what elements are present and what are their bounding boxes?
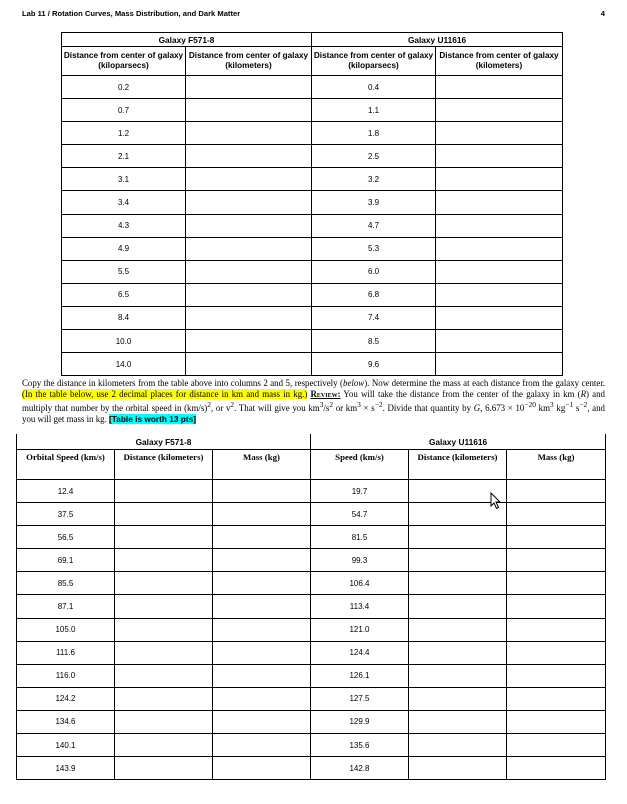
galaxy-b-speed-cell: 19.7 xyxy=(311,480,409,503)
table-row xyxy=(17,503,606,526)
galaxy-b-mass-entry[interactable] xyxy=(507,572,606,595)
galaxy-a-speed-cell: 105.0 xyxy=(17,618,115,641)
galaxy-a-km-entry[interactable] xyxy=(186,145,312,168)
galaxy-a-kpc-cell: 4.9 xyxy=(62,237,186,260)
table-row xyxy=(17,687,606,710)
galaxy-b-speed-cell: 81.5 xyxy=(311,526,409,549)
table-row xyxy=(17,618,606,641)
galaxy-b-speed-cell: 54.7 xyxy=(311,503,409,526)
galaxy-a-kpc-cell: 0.2 xyxy=(62,76,186,99)
galaxy-a-speed-cell: 116.0 xyxy=(17,664,115,687)
column-header-speed: Speed (km/s) xyxy=(311,450,409,480)
galaxy-b-distance-entry[interactable] xyxy=(409,757,507,780)
column-header-mass: Mass (kg) xyxy=(213,450,311,480)
galaxy-b-distance-entry[interactable] xyxy=(409,734,507,757)
galaxy-a-speed-cell: 85.5 xyxy=(17,572,115,595)
galaxy-b-kpc-cell: 3.2 xyxy=(312,168,436,191)
galaxy-a-speed-cell: 134.6 xyxy=(17,710,115,733)
galaxy-a-km-entry[interactable] xyxy=(186,237,312,260)
galaxy-a-km-entry[interactable] xyxy=(186,353,312,376)
galaxy-a-distance-entry[interactable] xyxy=(115,710,213,733)
galaxy-b-km-entry[interactable] xyxy=(436,353,563,376)
table-row xyxy=(17,757,606,780)
galaxy-b-distance-entry[interactable] xyxy=(409,664,507,687)
galaxy-a-distance-entry[interactable] xyxy=(115,503,213,526)
galaxy-a-kpc-cell: 0.7 xyxy=(62,99,186,122)
galaxy-b-speed-cell: 121.0 xyxy=(311,618,409,641)
mass-calculation-table xyxy=(16,434,606,780)
galaxy-a-km-entry[interactable] xyxy=(186,122,312,145)
galaxy-b-speed-cell: 124.4 xyxy=(311,641,409,664)
galaxy-b-mass-entry[interactable] xyxy=(507,710,606,733)
galaxy-a-distance-entry[interactable] xyxy=(115,641,213,664)
galaxy-a-distance-entry[interactable] xyxy=(115,595,213,618)
galaxy-a-mass-entry[interactable] xyxy=(213,757,311,780)
galaxy-b-distance-entry[interactable] xyxy=(409,526,507,549)
galaxy-b-distance-entry[interactable] xyxy=(409,710,507,733)
galaxy-a-mass-entry[interactable] xyxy=(213,480,311,503)
galaxy-b-kpc-cell: 8.5 xyxy=(312,330,436,353)
galaxy-b-kpc-cell: 6.8 xyxy=(312,283,436,306)
galaxy-b-distance-entry[interactable] xyxy=(409,549,507,572)
galaxy-b-speed-cell: 106.4 xyxy=(311,572,409,595)
lab-title: Lab 11 / Rotation Curves, Mass Distribution, and Dark Matter xyxy=(22,9,241,18)
galaxy-a-kpc-cell: 2.1 xyxy=(62,145,186,168)
galaxy-b-km-entry[interactable] xyxy=(436,214,563,237)
galaxy-a-speed-cell: 69.1 xyxy=(17,549,115,572)
column-header-km: Distance from center of galaxy (kilometers) xyxy=(186,47,312,76)
table-row xyxy=(62,237,563,260)
galaxy-a-speed-cell: 37.5 xyxy=(17,503,115,526)
table-row xyxy=(62,99,563,122)
table-row xyxy=(62,353,563,376)
galaxy-b-km-entry[interactable] xyxy=(436,330,563,353)
galaxy-a-mass-entry[interactable] xyxy=(213,710,311,733)
galaxy-b-kpc-cell: 3.9 xyxy=(312,191,436,214)
column-header-km: Distance from center of galaxy (kilometers) xyxy=(436,47,563,76)
table-row xyxy=(62,168,563,191)
galaxy-a-distance-entry[interactable] xyxy=(115,734,213,757)
galaxy-a-kpc-cell: 8.4 xyxy=(62,306,186,329)
galaxy-a-distance-entry[interactable] xyxy=(115,618,213,641)
mouse-pointer-icon xyxy=(490,492,502,510)
table-row xyxy=(62,330,563,353)
table-row xyxy=(17,710,606,733)
galaxy-b-distance-entry[interactable] xyxy=(409,618,507,641)
galaxy-b-km-entry[interactable] xyxy=(436,260,563,283)
galaxy-a-mass-entry[interactable] xyxy=(213,572,311,595)
galaxy-a-mass-entry[interactable] xyxy=(213,503,311,526)
table-row xyxy=(62,306,563,329)
galaxy-b-mass-entry[interactable] xyxy=(507,480,606,503)
galaxy-a-kpc-cell: 4.3 xyxy=(62,214,186,237)
galaxy-a-distance-entry[interactable] xyxy=(115,664,213,687)
table-row xyxy=(17,595,606,618)
galaxy-a-mass-entry[interactable] xyxy=(213,526,311,549)
decimal-places-highlight: (In the table below, use 2 decimal places for distance in km and mass in kg.) xyxy=(22,388,308,399)
galaxy-b-km-entry[interactable] xyxy=(436,122,563,145)
table-row xyxy=(62,283,563,306)
galaxy-b-km-entry[interactable] xyxy=(436,76,563,99)
column-header-distance: Distance (kilometers) xyxy=(409,450,507,480)
column-header-kpc: Distance from center of galaxy (kiloparsecs) xyxy=(312,47,436,76)
galaxy-a-mass-entry[interactable] xyxy=(213,595,311,618)
instructions-paragraph: Copy the distance in kilometers from the table above into columns 2 and 5, respectively (below). Now determine the mass at each distance from the galaxy center. (In the table below, use 2 decimal places for distance in km and mass in kg.) Review: You will take the distance from the center of the galaxy in km (R) and multiply that number by the orbital speed in $(km/s)^2$, or $v^2$. That will give you $km^3/s^2$ or $km^3 \times s^{-2}$. Divide that quantity by G, $6.673 \times 10^{-20}$ $km^3$ $kg^{-1}$ $s^{-2}$, and you will get mass in kg. [Table is worth 13 pts] xyxy=(22,378,605,424)
galaxy-b-heading: Galaxy U11616 xyxy=(312,33,563,47)
galaxy-b-mass-entry[interactable] xyxy=(507,757,606,780)
table-row xyxy=(17,572,606,595)
galaxy-a-speed-cell: 140.1 xyxy=(17,734,115,757)
galaxy-b-heading: Galaxy U11616 xyxy=(311,434,606,450)
galaxy-b-kpc-cell: 6.0 xyxy=(312,260,436,283)
galaxy-a-km-entry[interactable] xyxy=(186,330,312,353)
galaxy-a-km-entry[interactable] xyxy=(186,168,312,191)
galaxy-b-kpc-cell: 7.4 xyxy=(312,306,436,329)
galaxy-b-speed-cell: 135.6 xyxy=(311,734,409,757)
galaxy-b-speed-cell: 126.1 xyxy=(311,664,409,687)
galaxy-b-km-entry[interactable] xyxy=(436,168,563,191)
galaxy-b-mass-entry[interactable] xyxy=(507,549,606,572)
galaxy-a-km-entry[interactable] xyxy=(186,214,312,237)
table-row xyxy=(62,214,563,237)
table-row xyxy=(17,526,606,549)
galaxy-a-kpc-cell: 3.4 xyxy=(62,191,186,214)
page-number: 4 xyxy=(600,9,605,18)
galaxy-a-km-entry[interactable] xyxy=(186,283,312,306)
galaxy-a-kpc-cell: 3.1 xyxy=(62,168,186,191)
galaxy-b-km-entry[interactable] xyxy=(436,191,563,214)
galaxy-a-km-entry[interactable] xyxy=(186,260,312,283)
table-row xyxy=(62,145,563,168)
galaxy-b-mass-entry[interactable] xyxy=(507,687,606,710)
galaxy-b-kpc-cell: 4.7 xyxy=(312,214,436,237)
galaxy-a-distance-entry[interactable] xyxy=(115,526,213,549)
galaxy-b-distance-entry[interactable] xyxy=(409,595,507,618)
galaxy-a-distance-entry[interactable] xyxy=(115,480,213,503)
galaxy-b-mass-entry[interactable] xyxy=(507,734,606,757)
galaxy-a-km-entry[interactable] xyxy=(186,306,312,329)
galaxy-a-distance-entry[interactable] xyxy=(115,687,213,710)
column-header-distance: Distance (kilometers) xyxy=(115,450,213,480)
points-badge: [Table is worth 13 pts] xyxy=(109,413,197,424)
galaxy-a-mass-entry[interactable] xyxy=(213,687,311,710)
galaxy-b-km-entry[interactable] xyxy=(436,99,563,122)
galaxy-b-distance-entry[interactable] xyxy=(409,687,507,710)
galaxy-a-mass-entry[interactable] xyxy=(213,549,311,572)
galaxy-a-heading: Galaxy F571-8 xyxy=(17,434,311,450)
galaxy-b-mass-entry[interactable] xyxy=(507,641,606,664)
galaxy-b-kpc-cell: 1.8 xyxy=(312,122,436,145)
table-row xyxy=(62,260,563,283)
table-row xyxy=(62,76,563,99)
galaxy-a-kpc-cell: 10.0 xyxy=(62,330,186,353)
column-header-mass: Mass (kg) xyxy=(507,450,606,480)
galaxy-b-speed-cell: 142.8 xyxy=(311,757,409,780)
review-label: Review: xyxy=(310,388,341,399)
galaxy-b-mass-entry[interactable] xyxy=(507,526,606,549)
galaxy-a-kpc-cell: 5.5 xyxy=(62,260,186,283)
galaxy-a-distance-entry[interactable] xyxy=(115,549,213,572)
galaxy-a-mass-entry[interactable] xyxy=(213,664,311,687)
galaxy-b-distance-entry[interactable] xyxy=(409,572,507,595)
galaxy-a-speed-cell: 111.6 xyxy=(17,641,115,664)
galaxy-b-speed-cell: 129.9 xyxy=(311,710,409,733)
galaxy-a-kpc-cell: 6.5 xyxy=(62,283,186,306)
galaxy-a-speed-cell: 12.4 xyxy=(17,480,115,503)
table-row xyxy=(17,480,606,503)
galaxy-a-kpc-cell: 14.0 xyxy=(62,353,186,376)
galaxy-a-distance-entry[interactable] xyxy=(115,572,213,595)
galaxy-a-kpc-cell: 1.2 xyxy=(62,122,186,145)
galaxy-a-heading: Galaxy F571-8 xyxy=(62,33,312,47)
galaxy-b-distance-entry[interactable] xyxy=(409,641,507,664)
galaxy-a-speed-cell: 87.1 xyxy=(17,595,115,618)
galaxy-b-kpc-cell: 0.4 xyxy=(312,76,436,99)
galaxy-a-km-entry[interactable] xyxy=(186,76,312,99)
galaxy-b-kpc-cell: 1.1 xyxy=(312,99,436,122)
table-row xyxy=(17,549,606,572)
galaxy-b-mass-entry[interactable] xyxy=(507,664,606,687)
galaxy-b-kpc-cell: 2.5 xyxy=(312,145,436,168)
galaxy-a-mass-entry[interactable] xyxy=(213,734,311,757)
galaxy-b-mass-entry[interactable] xyxy=(507,595,606,618)
galaxy-b-km-entry[interactable] xyxy=(436,145,563,168)
galaxy-b-km-entry[interactable] xyxy=(436,306,563,329)
galaxy-a-km-entry[interactable] xyxy=(186,191,312,214)
galaxy-b-mass-entry[interactable] xyxy=(507,618,606,641)
table-row xyxy=(17,641,606,664)
distance-conversion-table xyxy=(61,32,563,376)
galaxy-a-speed-cell: 124.2 xyxy=(17,687,115,710)
galaxy-b-mass-entry[interactable] xyxy=(507,503,606,526)
galaxy-a-speed-cell: 56.5 xyxy=(17,526,115,549)
table-row xyxy=(62,191,563,214)
galaxy-a-distance-entry[interactable] xyxy=(115,757,213,780)
table-row xyxy=(17,664,606,687)
galaxy-b-kpc-cell: 9.6 xyxy=(312,353,436,376)
galaxy-b-km-entry[interactable] xyxy=(436,237,563,260)
page-header xyxy=(22,9,605,23)
galaxy-a-speed-cell: 143.9 xyxy=(17,757,115,780)
galaxy-a-mass-entry[interactable] xyxy=(213,618,311,641)
column-header-orbital-speed: Orbital Speed (km/s) xyxy=(17,450,115,480)
galaxy-b-speed-cell: 127.5 xyxy=(311,687,409,710)
column-header-kpc: Distance from center of galaxy (kiloparsecs) xyxy=(62,47,186,76)
galaxy-b-kpc-cell: 5.3 xyxy=(312,237,436,260)
galaxy-b-km-entry[interactable] xyxy=(436,283,563,306)
table-row xyxy=(62,122,563,145)
galaxy-a-km-entry[interactable] xyxy=(186,99,312,122)
galaxy-b-speed-cell: 99.3 xyxy=(311,549,409,572)
table-row xyxy=(17,734,606,757)
galaxy-b-speed-cell: 113.4 xyxy=(311,595,409,618)
galaxy-a-mass-entry[interactable] xyxy=(213,641,311,664)
